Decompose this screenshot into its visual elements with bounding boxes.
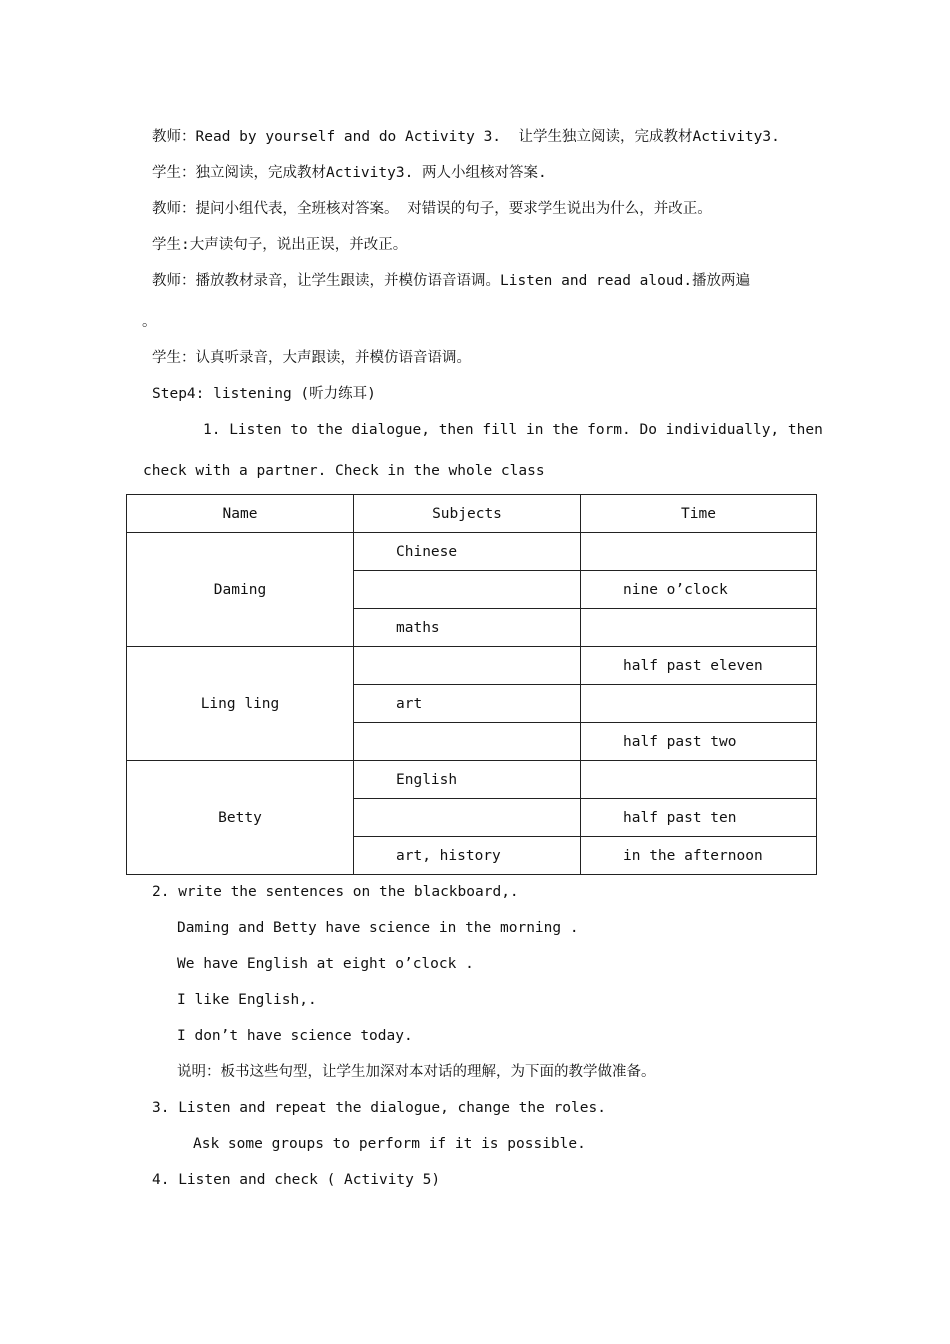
sentence-4: I don’t have science today. (177, 1028, 413, 1044)
item-4-heading: 4. Listen and check ( Activity 5) (152, 1172, 441, 1188)
header-name: Name (127, 495, 354, 533)
student-line-3: 学生：认真听录音，大声跟读，并模仿语音语调。 (152, 350, 471, 366)
time-cell (581, 685, 817, 723)
subject-cell: art, history (354, 837, 581, 875)
time-cell: nine o’clock (581, 571, 817, 609)
item-3-detail: Ask some groups to perform if it is possible. (193, 1136, 586, 1152)
student-line-1: 学生：独立阅读，完成教材Activity3. 两人小组核对答案. (152, 165, 547, 181)
subject-cell (354, 799, 581, 837)
time-cell: half past ten (581, 799, 817, 837)
student-name-lingling: Ling ling (127, 647, 354, 761)
header-time: Time (581, 495, 817, 533)
sentence-2: We have English at eight o’clock . (177, 956, 474, 972)
item-2-heading: 2. write the sentences on the blackboard,. (152, 884, 519, 900)
student-line-2: 学生:大声读句子，说出正误，并改正。 (152, 237, 408, 253)
table-row (127, 533, 817, 571)
listen-instruction-cont: check with a partner. Check in the whole class (143, 463, 545, 479)
student-name-daming: Daming (127, 533, 354, 647)
table-header-row (127, 495, 817, 533)
teacher-line-2: 教师：提问小组代表，全班核对答案。 对错误的句子，要求学生说出为什么，并改正。 (152, 201, 712, 217)
subject-cell: maths (354, 609, 581, 647)
subject-cell: English (354, 761, 581, 799)
subject-cell (354, 571, 581, 609)
time-cell (581, 533, 817, 571)
time-cell (581, 609, 817, 647)
time-cell (581, 761, 817, 799)
subject-cell: art (354, 685, 581, 723)
student-name-betty: Betty (127, 761, 354, 875)
table-row (127, 647, 817, 685)
time-cell: half past two (581, 723, 817, 761)
table-row (127, 761, 817, 799)
explanation-note: 说明：板书这些句型，让学生加深对本对话的理解，为下面的教学做准备。 (177, 1064, 656, 1080)
teacher-line-1: 教师：Read by yourself and do Activity 3. 让学生独立阅读，完成教材Activity3. (152, 129, 780, 145)
time-cell: half past eleven (581, 647, 817, 685)
listen-instruction: 1. Listen to the dialogue, then fill in the form. Do individually, then (203, 422, 823, 438)
item-3-heading: 3. Listen and repeat the dialogue, change the roles. (152, 1100, 606, 1116)
time-cell: in the afternoon (581, 837, 817, 875)
schedule-table (126, 494, 817, 875)
subject-cell (354, 723, 581, 761)
step4-heading: Step4: listening (听力练耳) (152, 386, 376, 402)
header-subjects: Subjects (354, 495, 581, 533)
subject-cell: Chinese (354, 533, 581, 571)
teacher-line-3-cont: 。 (142, 314, 157, 330)
teacher-line-3: 教师：播放教材录音，让学生跟读，并模仿语音语调。Listen and read aloud.播放两遍 (152, 273, 751, 289)
sentence-1: Daming and Betty have science in the morning . (177, 920, 579, 936)
sentence-3: I like English,. (177, 992, 317, 1008)
subject-cell (354, 647, 581, 685)
